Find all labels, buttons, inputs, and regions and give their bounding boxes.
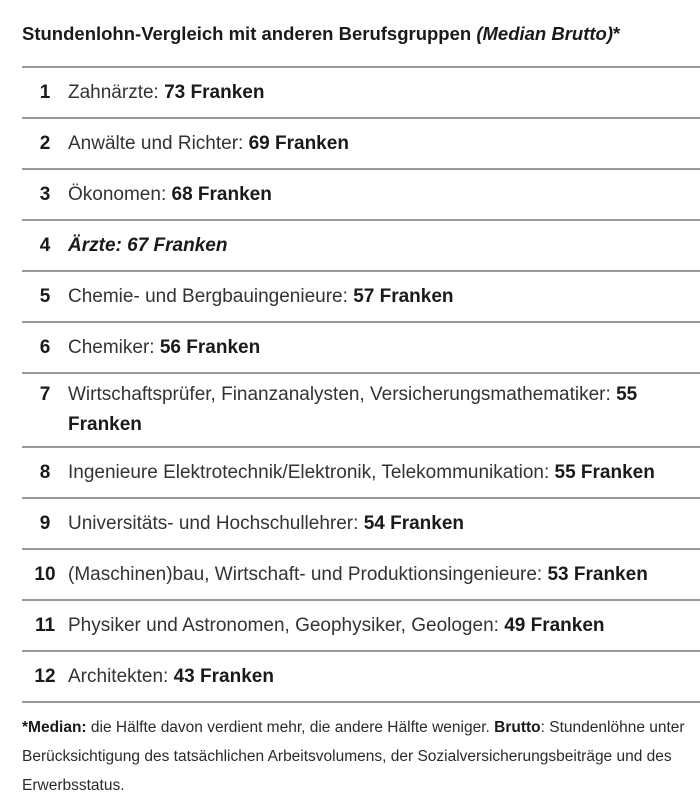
row-label: Wirtschaftsprüfer, Finanzanalysten, Versicherungsmathematiker: <box>68 384 617 405</box>
row-rank: 11 <box>34 615 56 636</box>
row-value: 49 Franken <box>504 615 605 636</box>
row-text <box>68 610 700 641</box>
row-text <box>68 380 700 440</box>
row-value: 67 Franken <box>127 235 228 256</box>
row-rank: 10 <box>34 564 56 585</box>
row-text <box>68 332 700 363</box>
row-rank: 5 <box>39 286 51 307</box>
footnote <box>22 713 698 800</box>
row-label: Zahnärzte: <box>68 82 165 103</box>
row-label: Architekten: <box>68 666 174 687</box>
table-row <box>22 323 700 374</box>
title-suffix: * <box>613 23 621 44</box>
footnote-brutto-term: Brutto <box>494 719 541 736</box>
footnote-median-term: *Median: <box>22 719 87 736</box>
row-value: 73 Franken <box>164 82 265 103</box>
table-row <box>22 119 700 170</box>
row-value: 54 Franken <box>363 513 465 534</box>
row-rank: 12 <box>34 666 56 687</box>
row-value: 57 Franken <box>353 286 454 307</box>
row-label: Universitäts- und Hochschullehrer: <box>68 513 364 534</box>
row-rank: 2 <box>39 133 51 154</box>
row-text <box>68 559 700 590</box>
row-label: Anwälte und Richter: <box>68 133 249 154</box>
row-value: 43 Franken <box>173 666 274 687</box>
row-label: Ökonomen: <box>68 184 172 205</box>
page-title <box>22 20 700 50</box>
title-main: Stundenlohn-Vergleich mit anderen Berufsgruppen <box>22 23 477 44</box>
row-text <box>68 128 700 159</box>
table-row <box>22 550 700 601</box>
row-rank: 1 <box>39 82 51 103</box>
row-text <box>68 230 700 261</box>
row-label: Physiker und Astronomen, Geophysiker, Geologen: <box>68 615 505 636</box>
table-row <box>22 272 700 323</box>
table-row-highlighted <box>22 221 700 272</box>
row-text <box>68 179 700 210</box>
title-italic: (Median Brutto) <box>476 23 614 44</box>
row-value: 56 Franken <box>159 337 261 358</box>
row-label: Ingenieure Elektrotechnik/Elektronik, Telekommunikation: <box>68 462 555 483</box>
row-rank: 6 <box>39 337 51 358</box>
row-value: 68 Franken <box>171 184 272 205</box>
table-row <box>22 448 700 499</box>
footnote-brutto-text: : Stundenlöhne unter Berücksichtigung des tatsächlichen Arbeitsvolumens, der Sozialversicherungsbeiträge und des Erwerbsstatus. <box>22 719 685 794</box>
salary-comparison <box>22 20 700 800</box>
row-label: (Maschinen)bau, Wirtschaft- und Produktionsingenieure: <box>68 564 548 585</box>
row-value: 55 Franken <box>68 384 638 435</box>
row-text <box>68 508 700 539</box>
row-value: 55 Franken <box>554 462 655 483</box>
row-text <box>68 457 700 488</box>
row-text <box>68 77 700 108</box>
footnote-median-text: die Hälfte davon verdient mehr, die andere Hälfte weniger. <box>86 719 495 736</box>
row-rank: 8 <box>39 462 51 483</box>
row-rank: 3 <box>39 184 51 205</box>
table-row <box>22 601 700 652</box>
row-rank: 4 <box>39 235 51 256</box>
row-label: Chemie- und Bergbauingenieure: <box>68 286 354 307</box>
table-row <box>22 170 700 221</box>
row-text <box>68 281 700 312</box>
row-label: Ärzte: <box>68 235 128 256</box>
table-row <box>22 68 700 119</box>
row-rank: 9 <box>39 513 51 534</box>
table-row <box>22 652 700 703</box>
row-text <box>68 661 700 692</box>
row-value: 53 Franken <box>547 564 648 585</box>
ranking-table <box>22 66 700 703</box>
table-row <box>22 499 700 550</box>
row-label: Chemiker: <box>68 337 160 358</box>
row-value: 69 Franken <box>248 133 349 154</box>
row-rank: 7 <box>39 384 51 405</box>
table-row <box>22 374 700 448</box>
